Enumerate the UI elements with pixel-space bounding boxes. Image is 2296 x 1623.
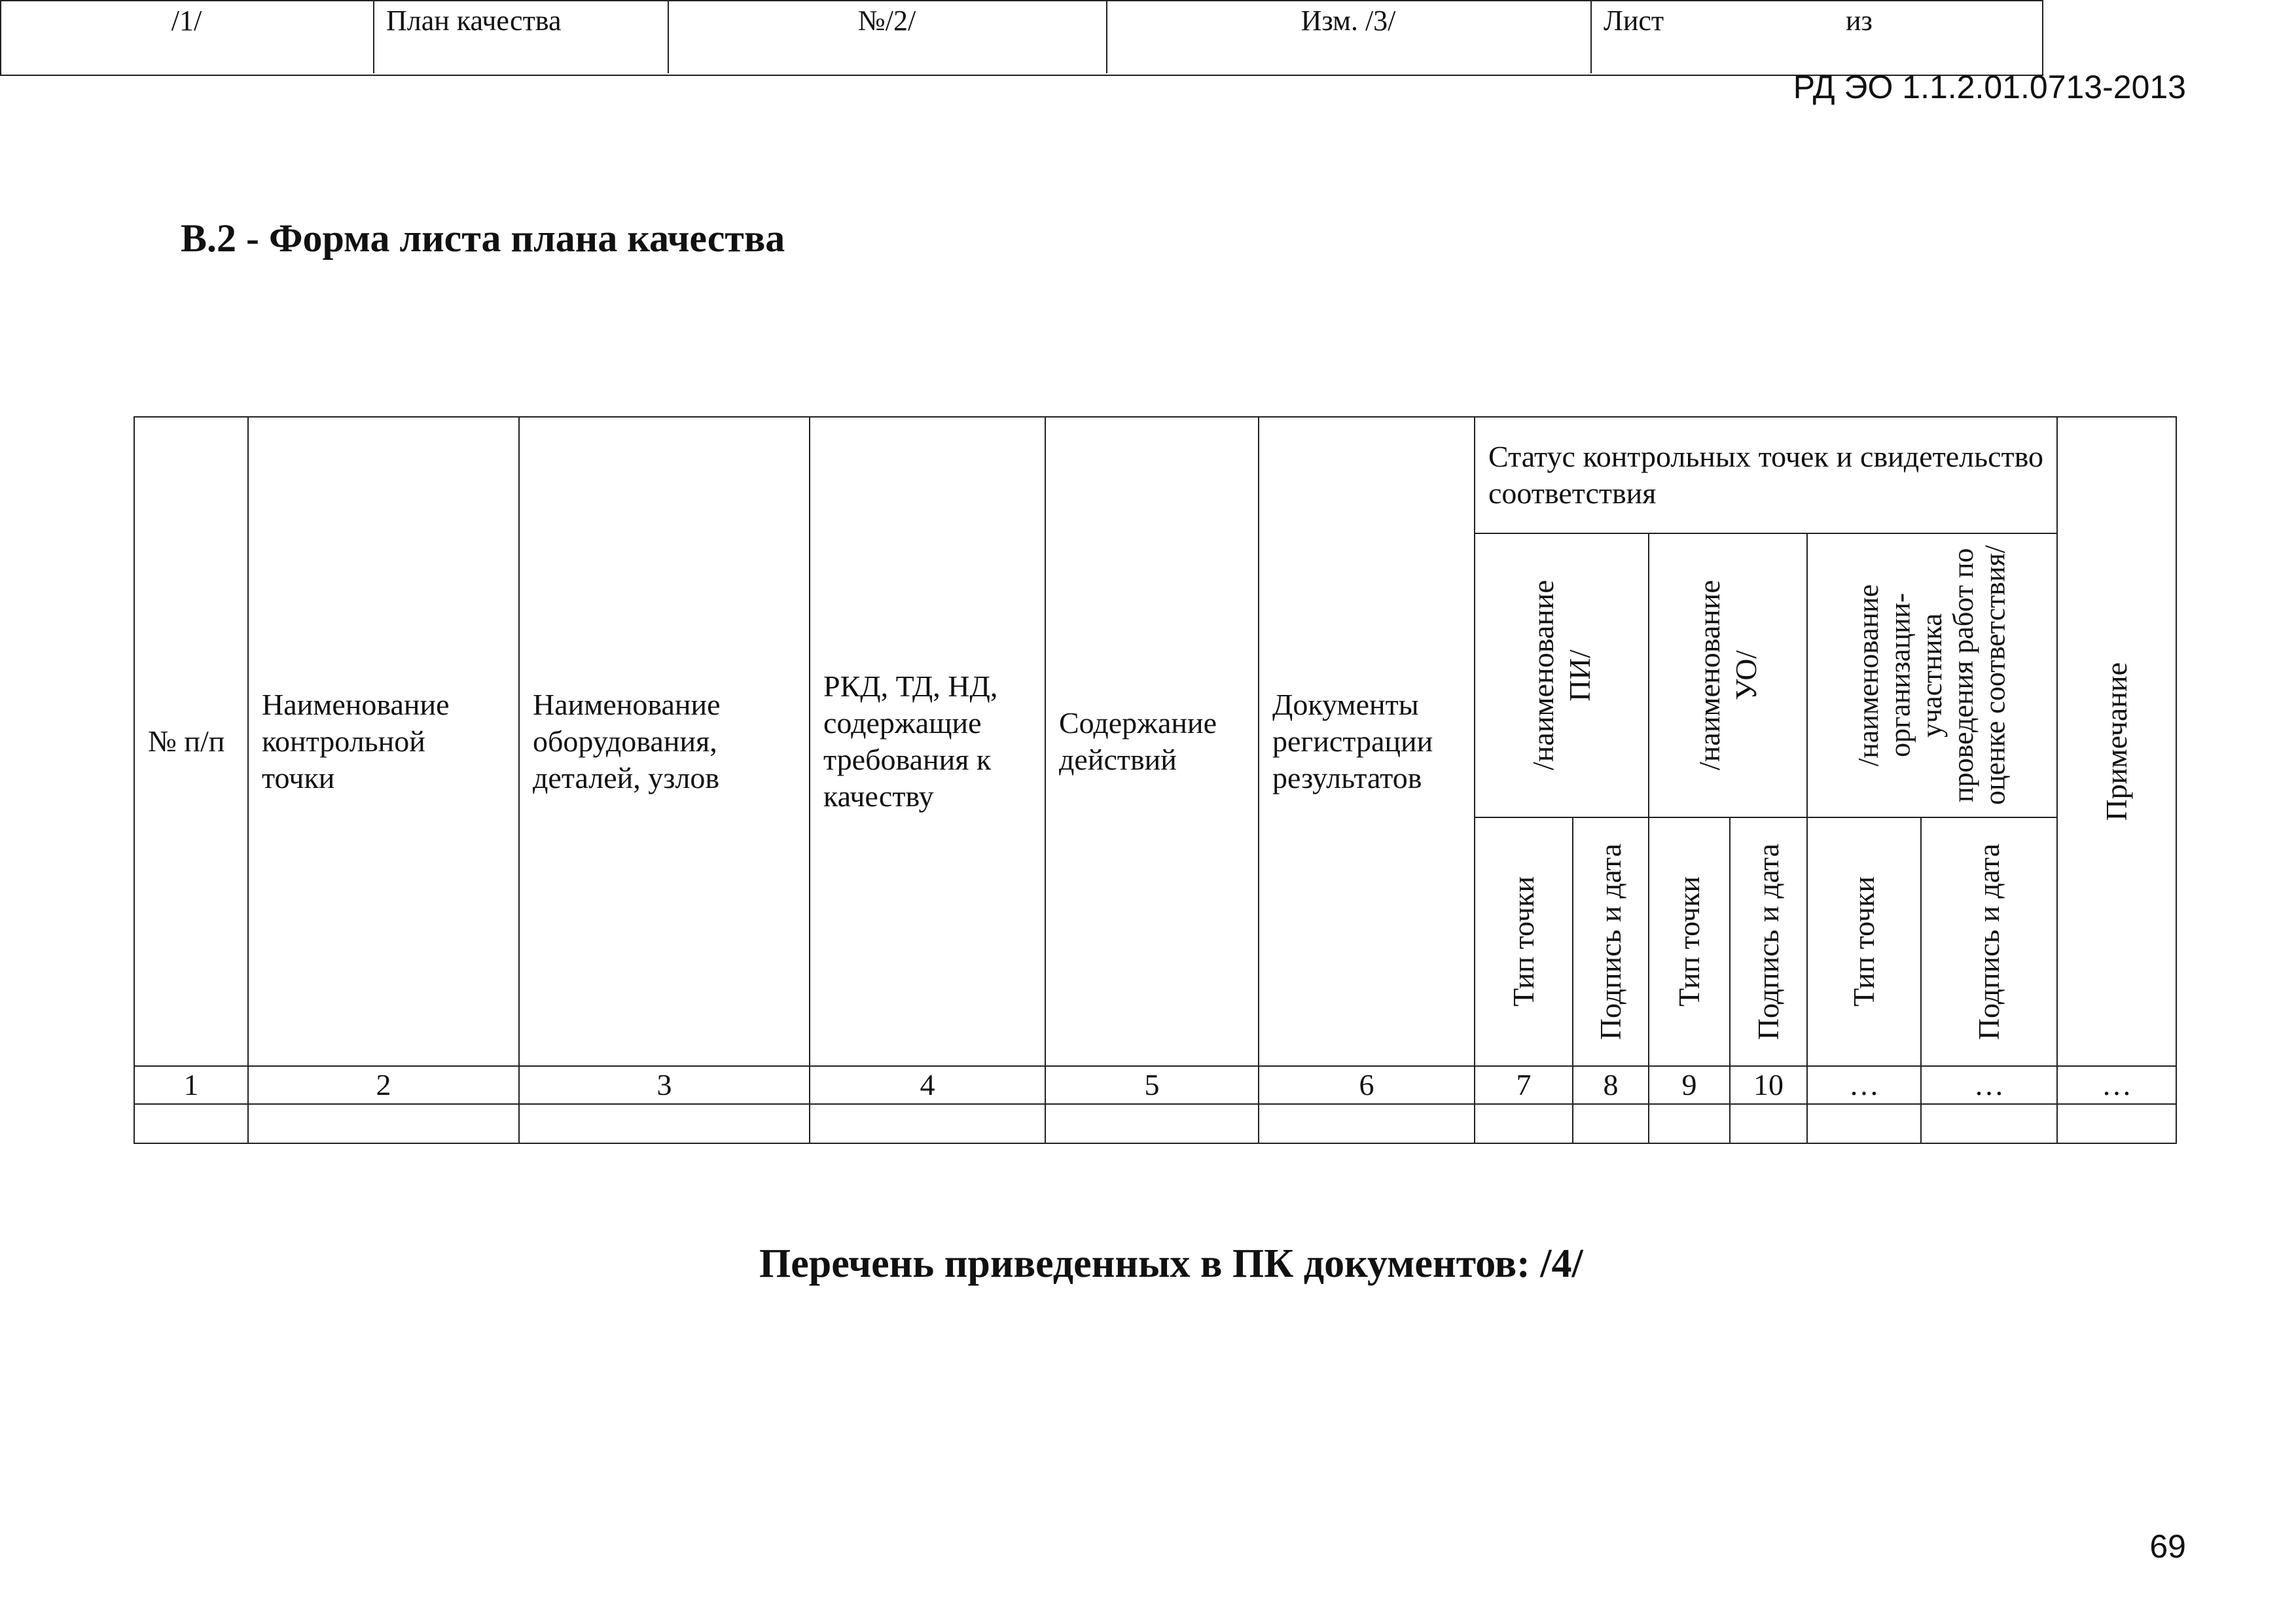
empty-cell[interactable] [1807,1104,1921,1143]
empty-cell[interactable] [1921,1104,2057,1143]
empty-cell[interactable] [1573,1104,1649,1143]
column-number: … [1807,1066,1921,1104]
empty-cell[interactable] [1259,1104,1475,1143]
column-numbers-row [134,1066,2176,1104]
header-number: №/2/ [857,5,916,37]
empty-cell[interactable] [248,1104,519,1143]
empty-cell[interactable] [1475,1104,1573,1143]
empty-cell[interactable] [519,1104,810,1143]
empty-cell[interactable] [2057,1104,2176,1143]
column-number: 1 [134,1066,248,1104]
column-number: 9 [1649,1066,1730,1104]
header-cell-1: /1/ [171,5,202,37]
type-point-header: Тип точки [1649,817,1730,1066]
empty-cell[interactable] [1045,1104,1259,1143]
header-of-label: из [1846,5,1873,37]
col-control-point-header: Наименование контрольной точки [248,417,519,1066]
col-documents-header: Документы регистрации результатов [1259,417,1475,1066]
column-number: … [2057,1066,2176,1104]
document-code: РД ЭО 1.1.2.01.0713-2013 [1793,69,2186,105]
column-number: 8 [1573,1066,1649,1104]
column-number: 2 [248,1066,519,1104]
col-actions-header: Содержание действий [1045,417,1259,1066]
col-equipment-header: Наименование оборудования, деталей, узлов [519,417,810,1066]
header-revision: Изм. /3/ [1300,5,1396,37]
sign-date-header: Подпись и дата [1730,817,1807,1066]
type-point-header: Тип точки [1807,817,1921,1066]
section-title: В.2 - Форма листа плана качества [181,217,785,260]
sign-date-header: Подпись и дата [1573,817,1649,1066]
col-requirements-header: РКД, ТД, НД, содержащие требования к качеству [810,417,1045,1066]
column-number: … [1921,1066,2057,1104]
group-organization-header: /наименование организации-участника проведения работ по оценке соответствия/ [1807,533,2057,817]
column-number: 5 [1045,1066,1259,1104]
empty-data-row [134,1104,2176,1143]
note-header: Примечание [2057,417,2176,1066]
status-header: Статус контрольных точек и свидетельство соответствия [1475,417,2057,533]
empty-cell[interactable] [1649,1104,1730,1143]
column-number: 3 [519,1066,810,1104]
sign-date-header: Подпись и дата [1921,817,2057,1066]
type-point-header: Тип точки [1475,817,1573,1066]
column-number: 4 [810,1066,1045,1104]
page-number: 69 [2149,1528,2186,1565]
column-number: 6 [1259,1066,1475,1104]
group-pi-header: /наименование ПИ/ [1475,533,1649,817]
quality-plan-table [134,416,2177,1144]
empty-cell[interactable] [1730,1104,1807,1143]
header-sheet-label: Лист [1604,5,1664,37]
documents-list-title: Перечень приведенных в ПК документов: /4/ [759,1241,1583,1286]
group-uo-header: /наименование УО/ [1649,533,1807,817]
header-plan-label: План качества [386,5,562,37]
empty-cell[interactable] [810,1104,1045,1143]
empty-cell[interactable] [134,1104,248,1143]
column-number: 10 [1730,1066,1807,1104]
quality-plan-header [0,0,2043,76]
col-number-header: № п/п [134,417,248,1066]
column-number: 7 [1475,1066,1573,1104]
